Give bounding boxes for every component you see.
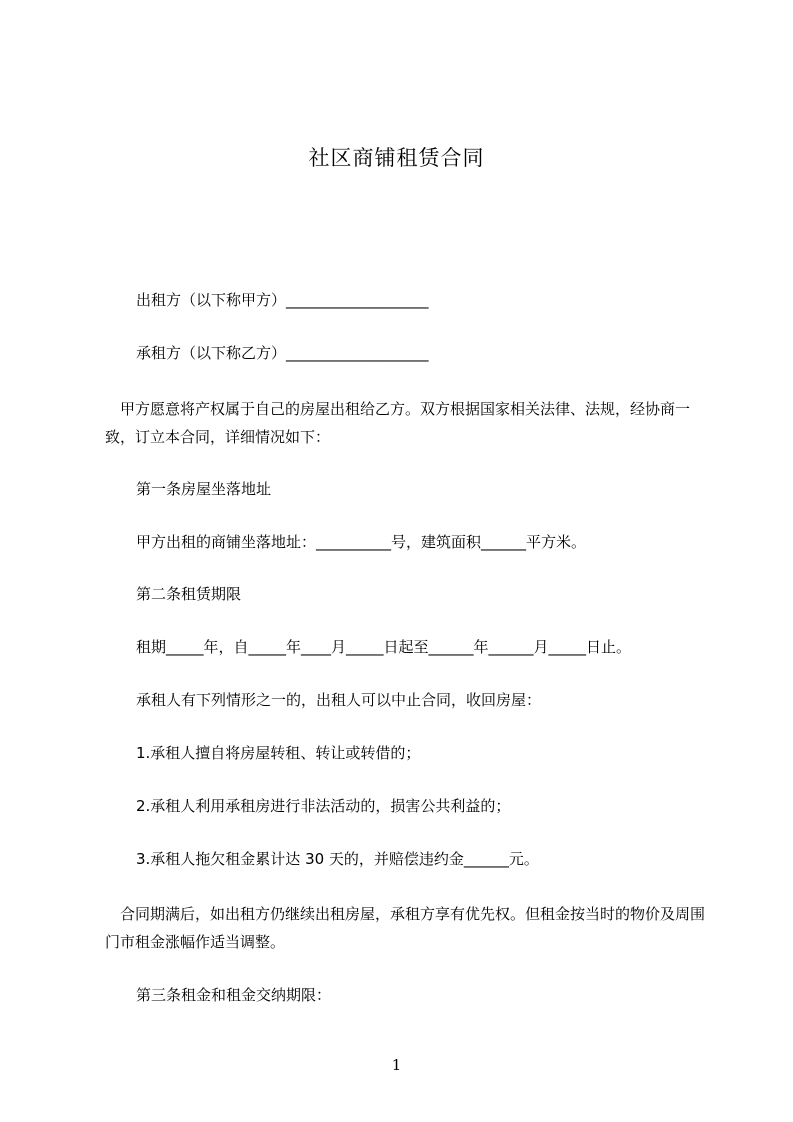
article1-address: 甲方出租的商铺坐落地址：__________号，建筑面积______平方米。 — [136, 533, 587, 551]
article2-heading: 第二条租赁期限 — [136, 585, 242, 603]
article3-heading: 第三条租金和租金交纳期限： — [136, 986, 332, 1004]
termination-item: 2.承租人利用承租房进行非法活动的，损害公共利益的； — [136, 797, 511, 815]
termination-intro: 承租人有下列情形之一的，出租人可以中止合同，收回房屋： — [136, 691, 542, 709]
intro-paragraph: 甲方愿意将产权属于自己的房屋出租给乙方。双方根据国家相关法律、法规，经协商一致，订立本合同，详细情况如下： — [105, 400, 691, 446]
document-title: 社区商铺租赁合同 — [308, 146, 485, 170]
lessee-line: 承租方（以下称乙方）___________________ — [136, 344, 429, 362]
article1-heading: 第一条房屋坐落地址 — [136, 480, 272, 498]
page-number: 1 — [391, 1056, 402, 1074]
renewal-paragraph: 合同期满后，如出租方仍继续出租房屋，承租方享有优先权。但租金按当时的物价及周围门市租金涨幅作适当调整。 — [105, 905, 706, 951]
lessor-line: 出租方（以下称甲方）___________________ — [136, 291, 429, 309]
termination-item: 1.承租人擅自将房屋转租、转让或转借的； — [136, 744, 421, 762]
article2-term: 租期_____年，自_____年____月_____日起至______年______月_____日止。 — [136, 638, 632, 656]
termination-item: 3.承租人拖欠租金累计达 30 天的，并赔偿违约金______元。 — [136, 850, 539, 868]
